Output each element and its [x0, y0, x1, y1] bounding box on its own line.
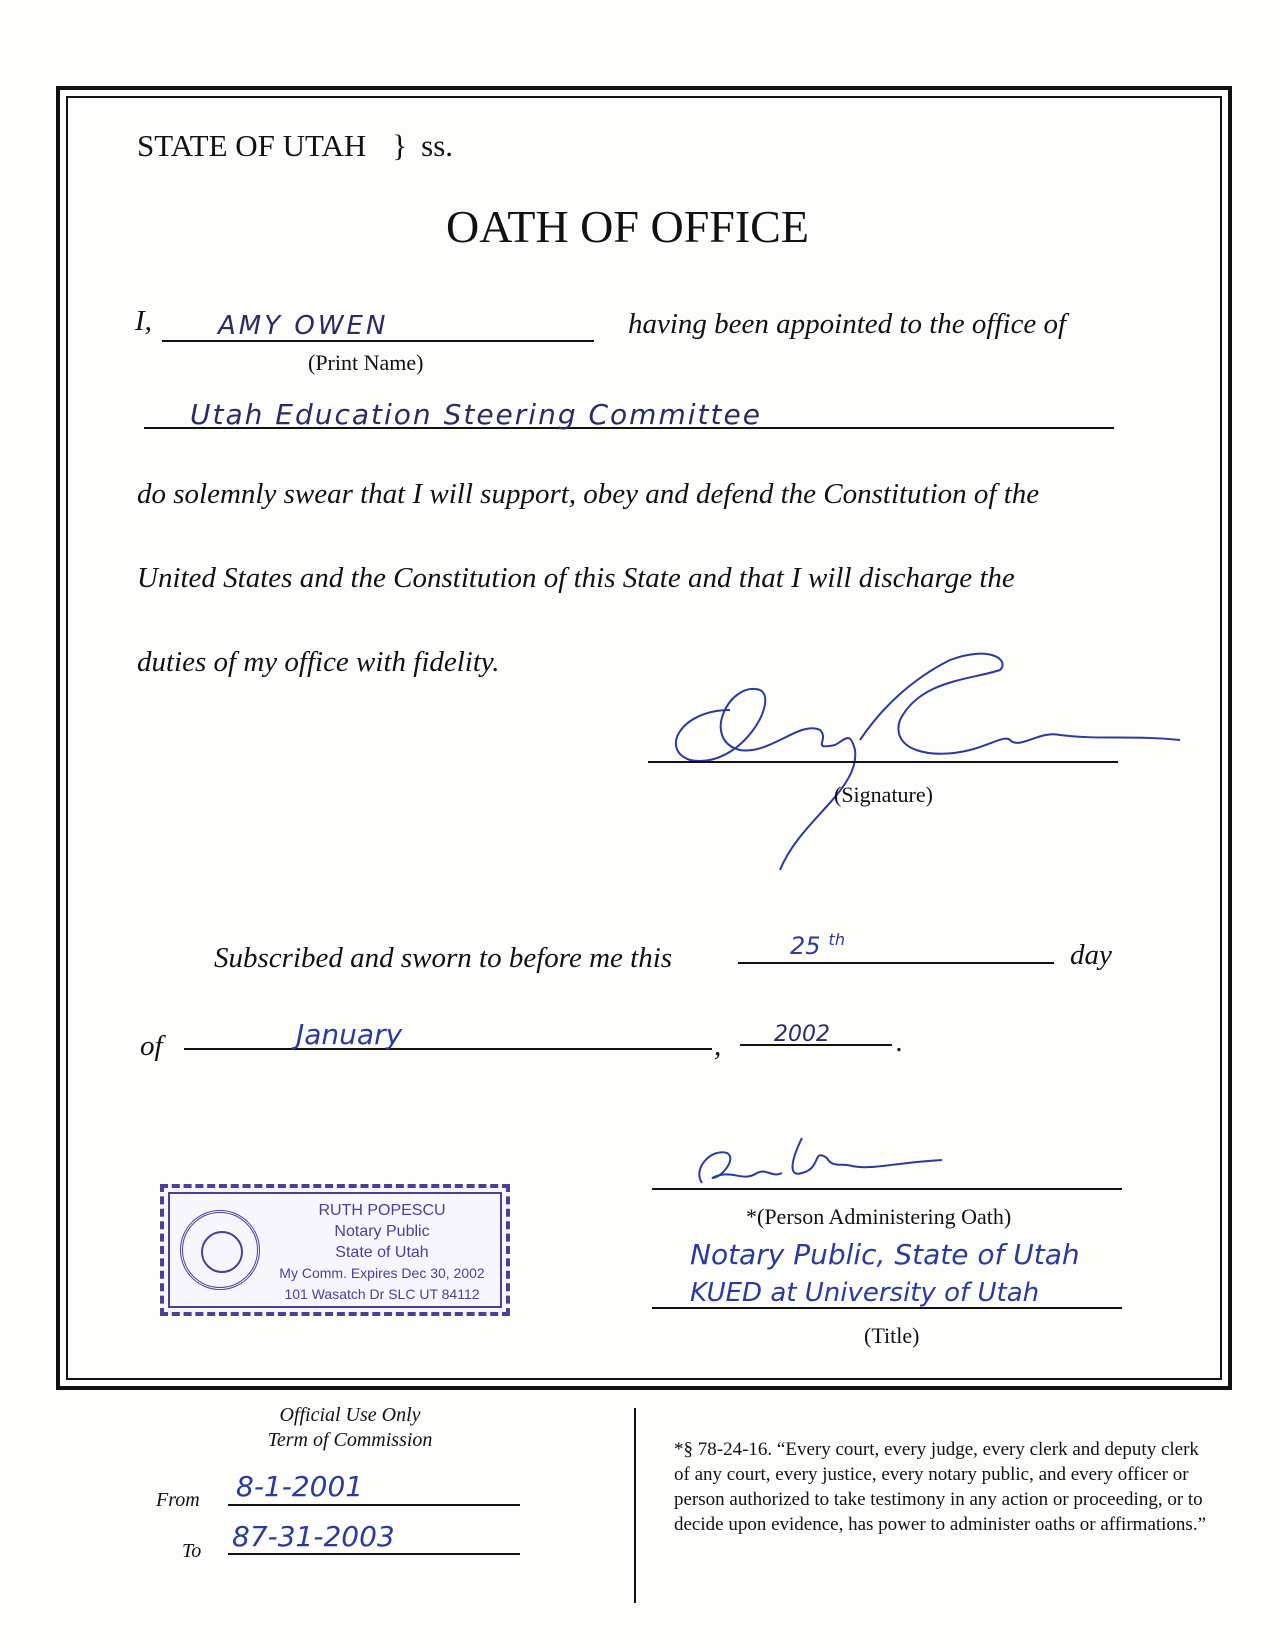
stamp-address: 101 Wasatch Dr SLC UT 84112: [284, 1286, 480, 1302]
period: .: [896, 1026, 904, 1058]
title-caption: (Title): [864, 1323, 920, 1348]
official-use-label: Official Use Only: [279, 1404, 421, 1426]
subscribed-text: Subscribed and sworn to before me this: [214, 942, 673, 974]
name-field[interactable]: AMY OWEN: [218, 311, 389, 341]
print-name-caption: (Print Name): [308, 350, 424, 375]
oath-line-1: do solemnly swear that I will support, obey and defend the Constitution of the: [137, 478, 1040, 510]
month-line: [184, 1048, 712, 1050]
to-label: To: [182, 1540, 202, 1562]
signature-line: [648, 761, 1118, 763]
state-label: STATE OF UTAH: [137, 128, 367, 163]
from-label: From: [156, 1489, 200, 1511]
comma: ,: [714, 1030, 722, 1062]
year-field[interactable]: 2002: [774, 1022, 830, 1047]
from-field[interactable]: 8-1-2001: [236, 1470, 364, 1503]
to-line: [228, 1553, 520, 1555]
statute-text: *§ 78-24-16. “Every court, every judge, every clerk and deputy clerk of any court, every justice, every notary public, and every officer or person authorized to take testimony in any action or proceeding, or to decide upon evidence, has power to administer oaths or affirmations.”: [674, 1439, 1207, 1535]
state-heading: [137, 128, 453, 164]
page-title: OATH OF OFFICE: [446, 201, 809, 252]
stamp-name: RUTH POPESCU: [318, 1202, 446, 1219]
state-seal-icon: [180, 1210, 260, 1290]
oath-line-3: duties of my office with fidelity.: [137, 646, 500, 678]
administering-line: [652, 1188, 1122, 1190]
stamp-text: [264, 1200, 500, 1305]
month-field[interactable]: January: [296, 1018, 403, 1051]
office-field[interactable]: Utah Education Steering Committee: [190, 398, 762, 431]
day-line: [738, 962, 1054, 964]
oath-line-2: United States and the Constitution of this State and that I will discharge the: [137, 562, 1015, 594]
to-field[interactable]: 87-31-2003: [232, 1520, 395, 1553]
stamp-role: Notary Public: [334, 1223, 430, 1240]
from-line: [228, 1504, 520, 1506]
day-value: 25: [790, 932, 821, 960]
brace: }: [392, 128, 408, 163]
of-word: of: [140, 1030, 163, 1062]
stamp-commission: My Comm. Expires Dec 30, 2002: [279, 1265, 485, 1281]
term-of-commission-label: Term of Commission: [267, 1429, 433, 1451]
title-field-line-2[interactable]: KUED at University of Utah: [690, 1278, 1040, 1308]
title-line: [652, 1307, 1122, 1309]
stamp-state: State of Utah: [335, 1244, 429, 1261]
pronoun-i: I,: [135, 305, 152, 337]
notary-stamp: [160, 1184, 510, 1316]
title-field-line-1[interactable]: Notary Public, State of Utah: [690, 1238, 1080, 1271]
footer-divider: [634, 1408, 636, 1603]
day-word: day: [1070, 939, 1112, 971]
day-field[interactable]: [790, 930, 845, 960]
official-use-heading: [230, 1403, 470, 1453]
seal-core: [201, 1231, 243, 1273]
day-suffix: th: [828, 930, 845, 949]
signature-scribble: [660, 640, 1190, 890]
administering-caption: *(Person Administering Oath): [746, 1204, 1012, 1229]
ss-label: ss.: [421, 128, 454, 163]
appointed-text: having been appointed to the office of: [628, 308, 1067, 340]
signature-caption: (Signature): [834, 782, 933, 807]
